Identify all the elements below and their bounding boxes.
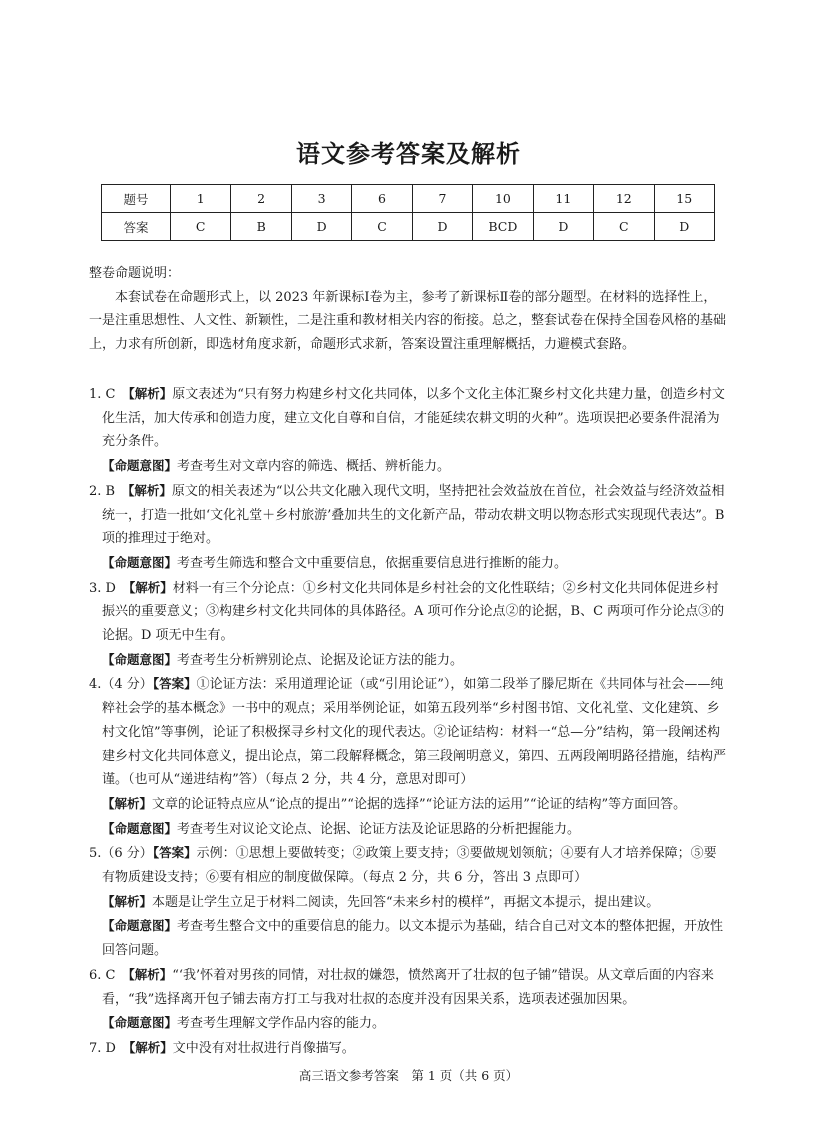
question-number-cell: 15 [654, 185, 715, 213]
answer-cell: C [171, 213, 231, 241]
explanation-text: “‘我’怀着对男孩的同情，对壮叔的嫌怨，愤然离开了壮叔的包子铺”错误。从文章后面的内容来看，“我”选择离开包子铺去南方打工与我对壮叔的态度并没有因果关系，选项表述强加因果。 [102, 967, 714, 1007]
explanation-text: 考查考生分析辨别论点、论据及论证方法的能力。 [177, 652, 464, 668]
section-tag: 【命题意图】 [102, 1015, 178, 1031]
page-footer: 高三语文参考答案 第 1 页（共 6 页） [298, 1068, 519, 1083]
section-tag: 【答案】 [152, 845, 197, 861]
question-lead: 3. D [89, 580, 116, 596]
explanation-item [89, 817, 729, 842]
question-lead: 2. B [89, 483, 116, 499]
intro-section [89, 262, 729, 357]
explanation-text: 原文表述为“只有努力构建乡村文化共同体，以多个文化主体汇聚乡村文化共建力量，创造乡村文化生活，加大传承和创造力度，建立文化自尊和自信，才能延续农耕文明的火种”。选项误把必要条件混淆为充分条件。 [102, 387, 725, 450]
answer-cell: D [654, 213, 715, 241]
question-number-cell: 11 [533, 185, 593, 213]
answer-cell: C [352, 213, 412, 241]
question-lead: 1. C [89, 387, 116, 402]
section-tag: 【解析】 [128, 386, 173, 401]
explanation-item [89, 1036, 729, 1061]
question-number-cell: 12 [594, 185, 654, 213]
question-lead: 4.（4 分） [89, 677, 153, 693]
question-number-cell: 1 [171, 185, 231, 213]
answer-table-number-row [102, 185, 715, 213]
intro-heading: 整卷命题说明： [89, 266, 181, 281]
explanation-text: 考查考生对议论文论点、论据、论证方法及论证思路的分析把握能力。 [177, 821, 581, 837]
explanation-item [89, 792, 729, 817]
section-tag: 【命题意图】 [102, 554, 178, 570]
explanation-item [89, 672, 729, 792]
answer-explanations [89, 382, 729, 1061]
explanation-item [89, 963, 729, 1011]
explanation-item [89, 914, 729, 962]
section-tag: 【解析】 [128, 1039, 173, 1055]
explanation-text: 本题是让学生立足于材料二阅读，先回答“未来乡村的模样”，再据文本提示，提出建议。 [152, 894, 660, 910]
section-tag: 【解析】 [128, 482, 172, 498]
section-tag: 【命题意图】 [102, 918, 178, 934]
section-tag: 【命题意图】 [102, 651, 178, 667]
intro-body: 本套试卷在命题形式上，以 2023 年新课标Ⅰ卷为主，参考了新课标Ⅱ卷的部分题型。在材料的选择性上，一是注重思想性、人文性、新颖性，二是注重和教材相关内容的衔接。总之，整套试卷在保持全国卷风格的基础上，力求有所创新，即选材角度求新，命题形式求新，答案设置注重理解概括，力避模式套路。 [89, 289, 727, 353]
question-lead: 7. D [89, 1040, 116, 1056]
answer-cell: D [533, 213, 593, 241]
explanation-item [89, 454, 729, 479]
explanation-text: 示例：①思想上要做转变；②政策上要支持；③要做规划领航；④要有人才培养保障；⑤要有物质建设支持；⑥要有相应的制度做保障。（每点 2 分，共 6 分，答出 3 点即可） [102, 846, 717, 886]
section-tag: 【解析】 [102, 893, 153, 909]
explanation-text: 考查考生整合文中的重要信息的能力。以文本提示为基础，结合自己对文本的整体把握，开放性回答问题。 [102, 919, 724, 959]
answer-table-header-label: 题号 [102, 185, 171, 213]
question-lead: 6. C [89, 967, 116, 983]
explanation-item [89, 841, 729, 889]
answer-cell: C [594, 213, 654, 241]
explanation-item [89, 648, 729, 673]
explanation-item [89, 576, 729, 648]
explanation-text: 考查考生筛选和整合文中重要信息，依据重要信息进行推断的能力。 [177, 555, 568, 571]
explanation-item [89, 479, 729, 551]
answer-cell: BCD [473, 213, 533, 241]
question-number-cell: 6 [352, 185, 412, 213]
explanation-item [89, 382, 729, 454]
question-number-cell: 2 [231, 185, 291, 213]
answer-table-answer-row [102, 213, 715, 241]
explanation-text: 考查考生对文章内容的筛选、概括、辨析能力。 [177, 459, 451, 475]
section-tag: 【命题意图】 [102, 820, 178, 836]
explanation-text: 材料一有三个分论点：①乡村文化共同体是乡村社会的文化性联结；②乡村文化共同体促进乡村振兴的重要意义；③构建乡村文化共同体的具体路径。A 项可作分论点②的论据，B、C 两项可作分论点③的论据。D 项无中生有。 [102, 580, 725, 644]
explanation-item [89, 890, 729, 915]
section-tag: 【解析】 [102, 795, 153, 811]
answer-table [101, 184, 715, 241]
answer-table-answer-label: 答案 [102, 213, 171, 241]
section-tag: 【答案】 [152, 676, 197, 692]
explanation-text: 文中没有对壮叔进行肖像描写。 [172, 1040, 355, 1056]
explanation-text: 文章的论证特点应从“论点的提出”“论据的选择”“论证方法的运用”“论证的结构”等方面回答。 [152, 796, 687, 812]
page-title: 语文参考答案及解析 [296, 140, 521, 168]
question-number-cell: 7 [412, 185, 472, 213]
question-lead: 5.（6 分） [89, 846, 153, 862]
answer-cell: D [412, 213, 472, 241]
answer-cell: B [231, 213, 291, 241]
explanation-text: ①论证方法：采用道理论证（或“引用论证”），如第二段举了滕尼斯在《共同体与社会——纯粹社会学的基本概念》一书中的观点；采用举例论证，如第五段列举“乡村图书馆、文化礼堂、文化建筑、乡村文化馆”等事例，论证了积极探寻乡村文化的现代表达。②论证结构：材料一“总—分”结构，第一段阐述构建乡村文化共同体意义，提出论点，第二段解释概念，第三段阐明意义，第四、五两段阐明路径措施，结构严谨。（也可从“递进结构”答）（每点 2 分，共 4 分，意思对即可） [102, 677, 727, 788]
section-tag: 【解析】 [128, 579, 173, 595]
explanation-text: 原文的相关表述为“以公共文化融入现代文明，坚持把社会效益放在首位，社会效益与经济效益相统一，打造一批如‘文化礼堂＋乡村旅游’叠加共生的文化新产品，带动农耕文明以物态形式实现现代表达”。B 项的推理过于绝对。 [102, 483, 725, 547]
question-number-cell: 3 [291, 185, 351, 213]
answer-cell: D [291, 213, 351, 241]
section-tag: 【命题意图】 [102, 458, 178, 474]
explanation-item [89, 1011, 729, 1036]
question-number-cell: 10 [473, 185, 533, 213]
explanation-text: 考查考生理解文学作品内容的能力。 [177, 1016, 386, 1032]
section-tag: 【解析】 [128, 966, 173, 982]
explanation-item [89, 551, 729, 576]
